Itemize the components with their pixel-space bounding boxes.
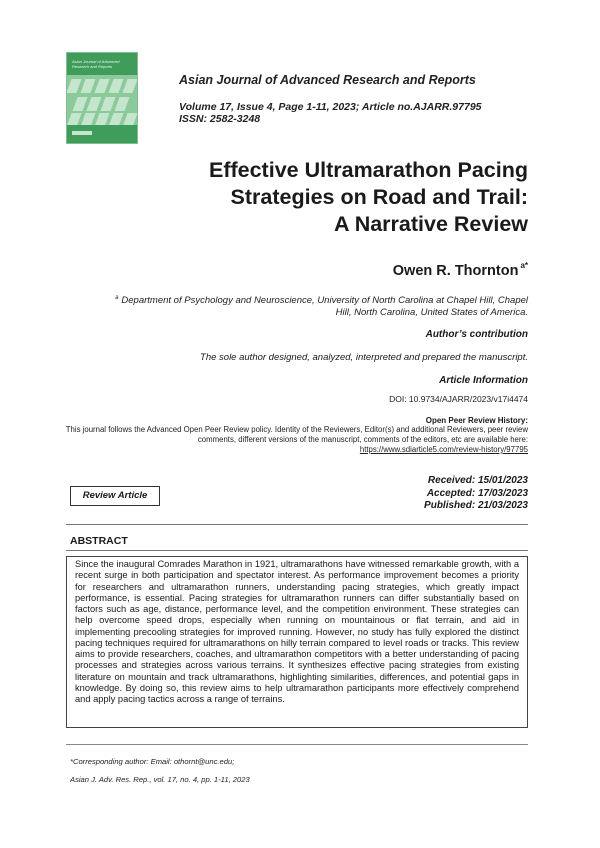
review-history-link[interactable]: https://www.sdiarticle5.com/review-history/97795 [359, 445, 528, 454]
corresponding-author: *Corresponding author: Email: othornt@unc.edu; [70, 757, 235, 766]
title-line: Effective Ultramarathon Pacing [208, 158, 528, 182]
article-title [108, 157, 528, 238]
journal-cover-image [66, 52, 138, 144]
author-name [393, 261, 528, 279]
citation-line: Asian J. Adv. Res. Rep., vol. 17, no. 4, pp. 1-11, 2023 [70, 775, 250, 784]
article-information-heading: Article Information [439, 375, 528, 386]
open-review-body: This journal follows the Advanced Open Peer Review policy. Identity of the Reviewers, Editor(s) and additional Reviewers, peer review comments, different versions of the manuscript, comments of the editors, etc are available here: [65, 425, 528, 444]
open-review-text [48, 425, 528, 455]
issue-line: Volume 17, Issue 4, Page 1-11, 2023; Article no.AJARR.97795 [179, 101, 482, 113]
received-date: Received: 15/01/2023 [427, 475, 528, 486]
cover-journal-title: Asian Journal of Advanced Research and Reports [72, 59, 120, 69]
journal-name: Asian Journal of Advanced Research and Reports [179, 73, 476, 87]
abstract-text: Since the inaugural Comrades Marathon in 1921, ultramarathons have witnessed remarkable growth, with a recent surge in both participation and spectator interest. As performance improvement becomes a priority for researchers and ultramarathon runners, understanding pacing strategies, which greatly impact performance, is essential. Pacing strategies for ultramarathon runners can differ substantially based on factors such as age, distance, performance level, and the competition environment. These strategies can help overcome speed drops, especially when running on mountainous or flat terrain, and aid in implementing precooling strategies for improved running. However, no study has fully explored the distinct pacing techniques required for ultramarathons on hilly terrain compared to level roads or tracks. This review aims to provide researchers, coaches, and ultramarathon competitors with a better understanding of pacing processes and strategies across various terrains. It synthesizes effective pacing strategies from existing literature on mountain and track ultramarathons, highlighting similarities, differences, and potential gaps in knowledge. By doing so, this review aims to help ultramarathon participants more effectively comprehend and apply pacing tactics across a range of terrains. [75, 559, 519, 704]
author-name-text: Owen R. Thornton [392, 263, 519, 279]
doi[interactable]: DOI: 10.9734/AJARR/2023/v17i4474 [389, 394, 528, 404]
issn-line: ISSN: 2582-3248 [179, 113, 261, 125]
published-date: Published: 21/03/2023 [424, 500, 528, 511]
footnote-rule [66, 744, 528, 745]
affiliation-superscript: a [115, 295, 119, 301]
cover-logo [72, 131, 92, 135]
title-line: Strategies on Road and Trail: [230, 185, 528, 209]
article-type-badge: Review Article [70, 486, 160, 506]
open-review-heading: Open Peer Review History: [425, 416, 528, 425]
divider-top [66, 524, 528, 525]
affiliation-text: Department of Psychology and Neuroscience, University of North Carolina at Chapel Hill, Chapel Hill, North Carolina, United States of America. [121, 295, 528, 318]
accepted-date: Accepted: 17/03/2023 [426, 487, 528, 499]
author-affiliation [98, 292, 528, 319]
author-superscript: a* [520, 261, 528, 270]
contribution-text: The sole author designed, analyzed, interpreted and prepared the manuscript. [200, 352, 528, 363]
cover-pattern [67, 75, 137, 125]
article-dates [424, 475, 528, 513]
abstract-box [66, 556, 528, 728]
contribution-heading: Author’s contribution [425, 329, 528, 340]
abstract-heading: ABSTRACT [70, 535, 128, 547]
divider-abstract [66, 550, 528, 551]
title-line: A Narrative Review [334, 212, 528, 236]
